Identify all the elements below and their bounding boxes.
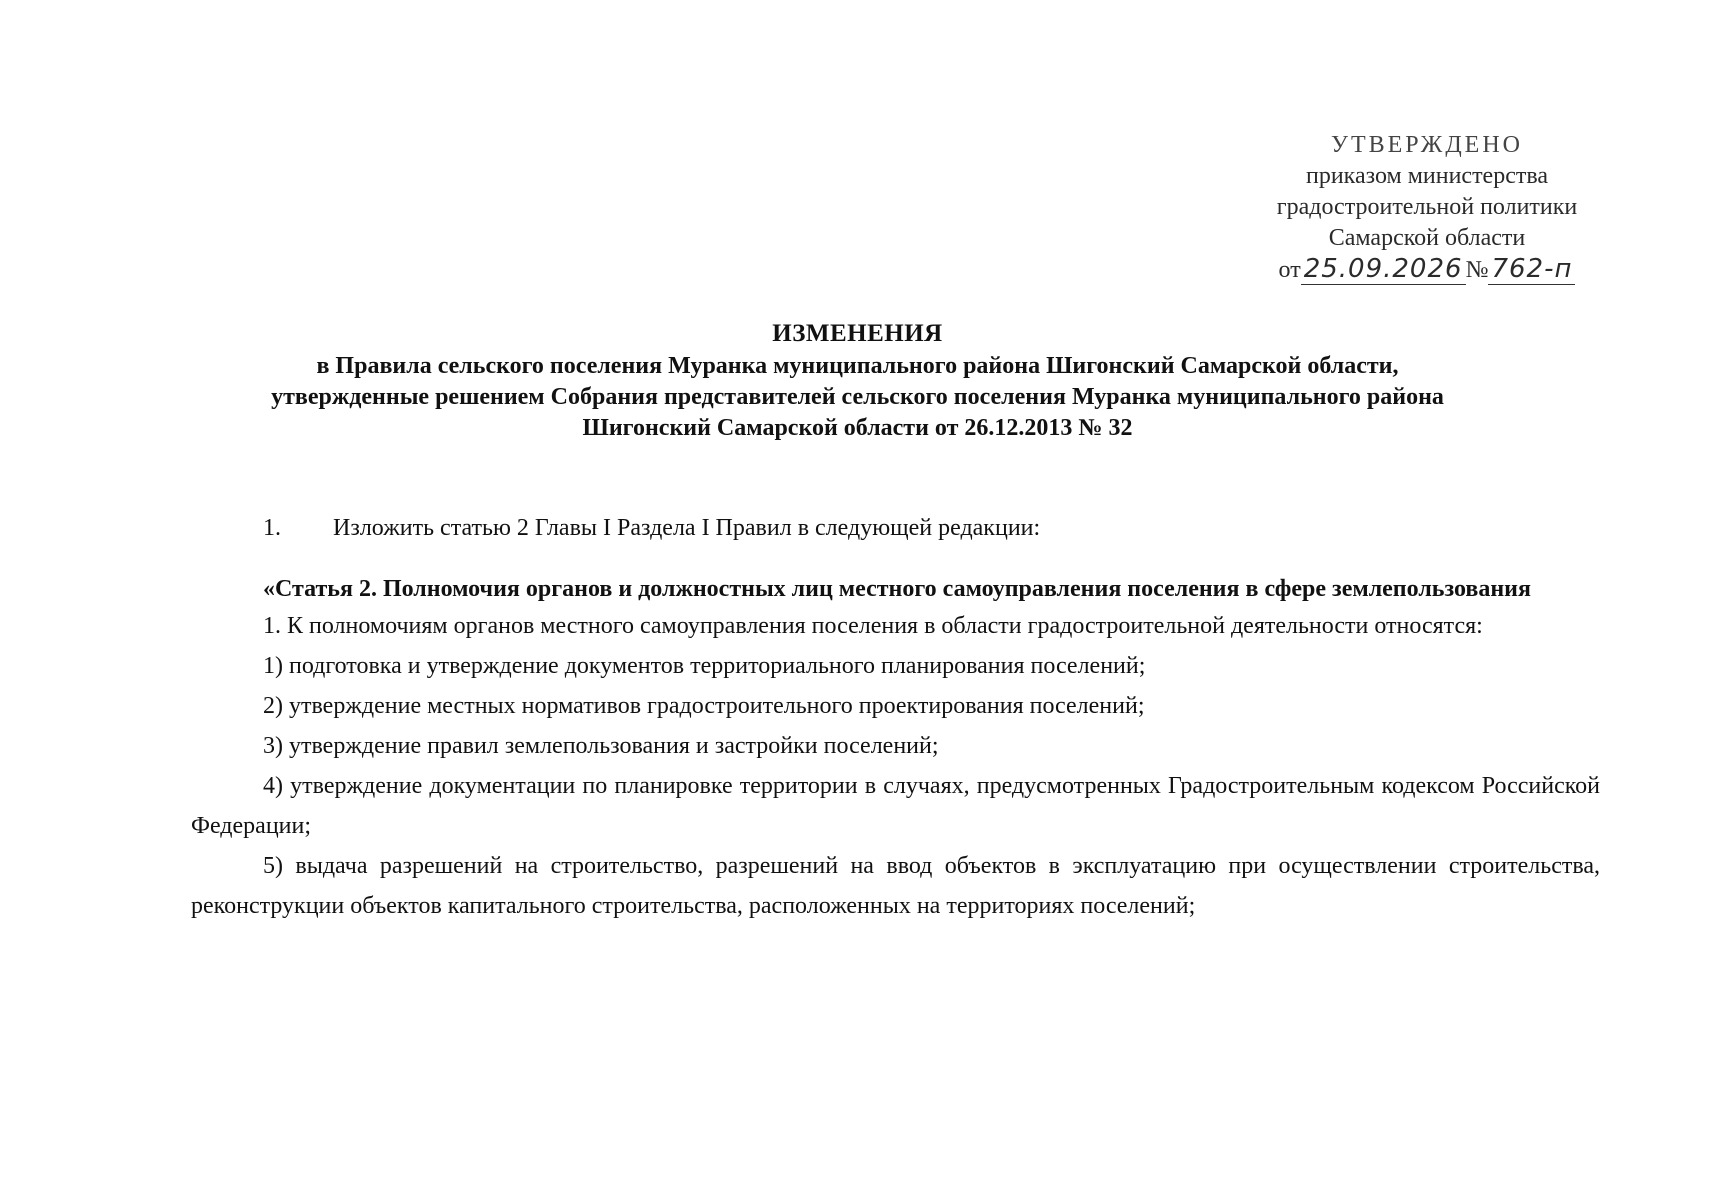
approval-stamp: УТВЕРЖДЕНО xyxy=(1330,132,1524,158)
paragraph: 1. К полномочиям органов местного самоуправления поселения в области градостроительной деятельности относятся: xyxy=(263,613,1483,639)
approval-line: приказом министерства xyxy=(1305,163,1549,189)
title-line: Шигонский Самарской области от 26.12.2013 № 32 xyxy=(582,415,1133,441)
title-line: утвержденные решением Собрания представителей сельского поселения Муранка муниципального района xyxy=(271,384,1444,410)
approval-block xyxy=(1247,130,1607,286)
number-prefix: № xyxy=(1465,257,1489,283)
article-heading: «Статья 2. Полномочия органов и должностных лиц местного самоуправления поселения в сфере землепользования xyxy=(263,576,1531,602)
handwritten-date: 25.09.2026 xyxy=(1301,254,1466,285)
paragraph: 4) утверждение документации по планировке территории в случаях, предусмотренных Градостроительным кодексом Российской Федерации; xyxy=(191,773,1600,839)
paragraph: 5) выдача разрешений на строительство, разрешений на ввод объектов в эксплуатацию при осуществлении строительства, реконструкции объектов капитального строительства, расположенных на территориях поселений; xyxy=(191,853,1600,919)
date-prefix: от xyxy=(1278,257,1301,283)
document-title: ИЗМЕНЕНИЯ xyxy=(772,320,943,347)
item-number: 1. xyxy=(263,515,281,541)
list-item xyxy=(191,512,1600,544)
approval-line: Самарской области xyxy=(1328,225,1526,251)
title-line: в Правила сельского поселения Муранка муниципального района Шигонский Самарской области, xyxy=(316,353,1399,379)
paragraph: 3) утверждение правил землепользования и застройки поселений; xyxy=(263,733,939,759)
document-body xyxy=(191,512,1600,926)
handwritten-number: 762-п xyxy=(1488,254,1575,285)
document-title-block xyxy=(150,318,1565,444)
approval-line: градостроительной политики xyxy=(1276,194,1578,220)
paragraph: 2) утверждение местных нормативов градостроительного проектирования поселений; xyxy=(263,693,1145,719)
item-text: Изложить статью 2 Главы I Раздела I Правил в следующей редакции: xyxy=(333,515,1041,541)
paragraph: 1) подготовка и утверждение документов территориального планирования поселений; xyxy=(263,653,1146,679)
approval-date-line xyxy=(1247,254,1607,286)
